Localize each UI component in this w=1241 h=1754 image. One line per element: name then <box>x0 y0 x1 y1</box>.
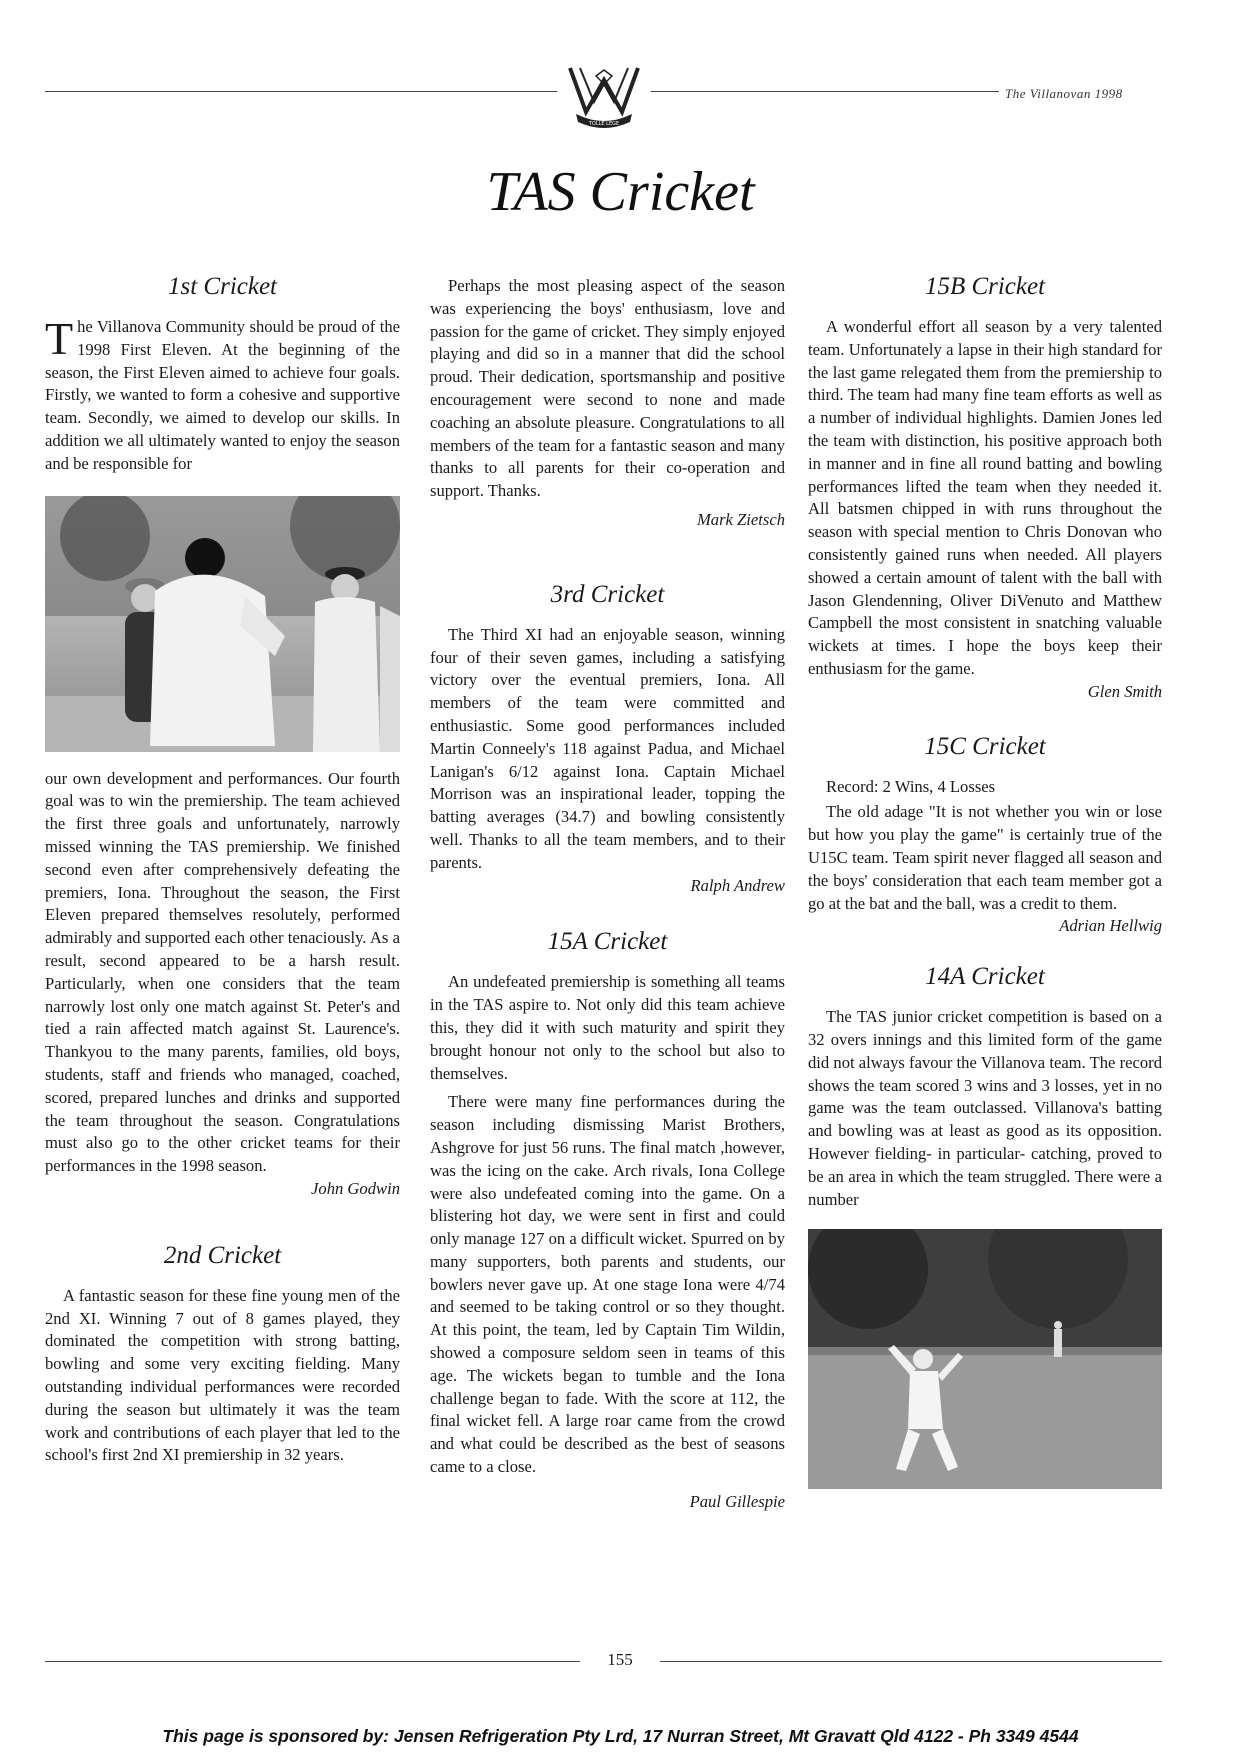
header-rule-right <box>651 91 999 92</box>
article-paragraph: The old adage "It is not whether you win or lose but how you play the game" is certainly true of the U15C team. Team spirit never flagged all season and the boys' consideration that each team member got a go at the bat and the ball, was a credit to them. <box>808 802 1162 913</box>
drop-cap: T <box>45 313 74 364</box>
article-paragraph: The Villanova Community should be proud of the 1998 First Eleven. At the beginning of the season, the First Eleven aimed to achieve four goals. Firstly, we wanted to form a cohesive and supportive team. Secondly, we aimed to develop our skills. In addition we all ultimately wanted to enjoy the season and be responsible for <box>45 313 400 473</box>
byline: Adrian Hellwig <box>1059 916 1162 936</box>
byline: John Godwin <box>311 1178 400 1198</box>
byline: Ralph Andrew <box>690 875 785 895</box>
article-paragraph: our own development and performances. Our fourth goal was to win the premiership. The team achieved the first three goals and unfortunately, narrowly missed winning the TAS premiership. We finished second even after comprehensively defeating the premiers, Iona. Throughout the season, the First Eleven prepared themselves resolutely, performed admirably and supported each other tenaciously. As a result, second appeared to be a harsh result. Particularly, when one considers that the team narrowly lost only one match against St. Peter's and tied a rain affected match against St. Laurence's. Thankyou to the many parents, families, old boys, students, staff and friends who managed, coached, scored, prepared lunches and drinks and supported the team throughout the season. Congratulations must also go to the other cricket teams for their performances in the 1998 season. <box>45 768 400 1176</box>
header-rule-left <box>45 91 557 92</box>
byline: Paul Gillespie <box>689 1491 785 1511</box>
sponsor-line: This page is sponsored by: Jensen Refrigeration Pty Lrd, 17 Nurran Street, Mt Gravatt Qld 4122 - Ph 3349 4544 <box>162 1726 1079 1746</box>
article-paragraph: A wonderful effort all season by a very talented team. Unfortunately a lapse in their high standard for the last game relegated them from the premiership to third. The team had many fine team efforts as well as a number of individual highlights. Damien Jones led the team with distinction, his positive approach both in manner and in fine all round batting and bowling performances lifted the team when they needed it. All batsmen chipped in with runs throughout the season with special mention to Chris Donovan who consistently gained runs when needed. All players showed a certain amount of talent with the ball with Jason Glendenning, Oliver DiVenuto and Matthew Campbell the most consistent in snatching valuable wickets at times. I hope the boys keep their enthusiasm for the game. <box>808 317 1162 678</box>
section-heading-14a-cricket: 14A Cricket <box>925 963 1045 991</box>
section-heading-2nd-cricket: 2nd Cricket <box>163 1241 282 1269</box>
section-heading-3rd-cricket: 3rd Cricket <box>550 580 665 608</box>
article-paragraph: Perhaps the most pleasing aspect of the season was experiencing the boys' enthusiasm, love and passion for the game of cricket. They simply enjoyed playing and did so in a manner that did the school proud. Their dedication, sportsmanship and positive encouragement were second to none and made coaching an absolute pleasure. Congratulations to all members of the team for a fantastic season and many thanks to all parents for their co-operation and support. Thanks. <box>430 276 785 501</box>
section-heading-15a-cricket: 15A Cricket <box>547 928 668 956</box>
svg-text:TOLLE LEGE: TOLLE LEGE <box>588 121 620 127</box>
school-crest-logo <box>566 62 642 130</box>
column-2 <box>430 275 785 1514</box>
column-3 <box>808 272 1162 1489</box>
photo-14a-fielder <box>808 1229 1162 1489</box>
article-paragraph: The Third XI had an enjoyable season, winning four of their seven games, including a satisfying victory over the eventual premiers, Iona. All members of the team were committed and enthusiastic. Some good performances included Martin Conneely's 118 against Padua, and Michael Lanigan's 6/12 against Iona. Captain Michael Morrison was an inspirational leader, topping the batting averages (34.7) and bowling consistently well. Thanks to all the team members, and to their parents. <box>430 624 785 872</box>
article-paragraph: The TAS junior cricket competition is based on a 32 overs innings and this limited form of the game did not always favour the Villanova team. The record shows the team scored 3 wins and 3 losses, yet in no game was the team outclassed. Villanova's batting and bowling was at least as good as its opposition. However fielding- in particular- catching, proved to be an area in which the team struggled. There were a number <box>808 1007 1162 1209</box>
section-heading-15b-cricket: 15B Cricket <box>924 273 1046 300</box>
byline: Mark Zietsch <box>696 509 785 529</box>
record-line: Record: 2 Wins, 4 Losses <box>826 776 996 796</box>
article-paragraph: A fantastic season for these fine young men of the 2nd XI. Winning 7 out of 8 games played, they dominated the competition with strong batting, bowling and some very exciting fielding. Many outstanding individual performances were recorded during the season but ultimately it was the team work and contributions of each player that led to the school's first 2nd XI premiership in 32 years. <box>45 1285 400 1465</box>
section-heading-15c-cricket: 15C Cricket <box>924 732 1046 760</box>
byline: Glen Smith <box>1087 681 1162 701</box>
article-paragraph: There were many fine performances during the season including dismissing Marist Brothers, Ashgrove for just 56 runs. The final match ,however, was the icing on the cake. Arch rivals, Iona College were also undefeated coming into the game. On a blistering hot day, we were sent in first and could only manage 127 on a difficult wicket. Spurred on by many supporters, both parents and students, our bowlers never gave up. At one stage Iona were 4/74 and seemed to be taking control or so they thought. At this point, the team, led by Captain Tim Wildin, showed a composure seldom seen in teams of this age. The wickets began to tumble and the Iona challenge began to fade. With the score at 112, the final wicket fell. A large roar came from the crowd and what could be described as the best of seasons came to a close. <box>430 1092 785 1477</box>
column-1 <box>45 272 400 1467</box>
running-head: The Villanovan 1998 <box>1005 86 1123 101</box>
article-paragraph: An undefeated premiership is something all teams in the TAS aspire to. Not only did this team achieve this, they did it with such maturity and spirit they brought honour not only to the school but also to themselves. <box>430 972 785 1083</box>
photo-first-eleven <box>45 496 400 752</box>
page-title: TAS Cricket <box>486 161 755 223</box>
page-number: 155 <box>580 1650 660 1670</box>
section-heading-1st-cricket: 1st Cricket <box>167 273 277 300</box>
